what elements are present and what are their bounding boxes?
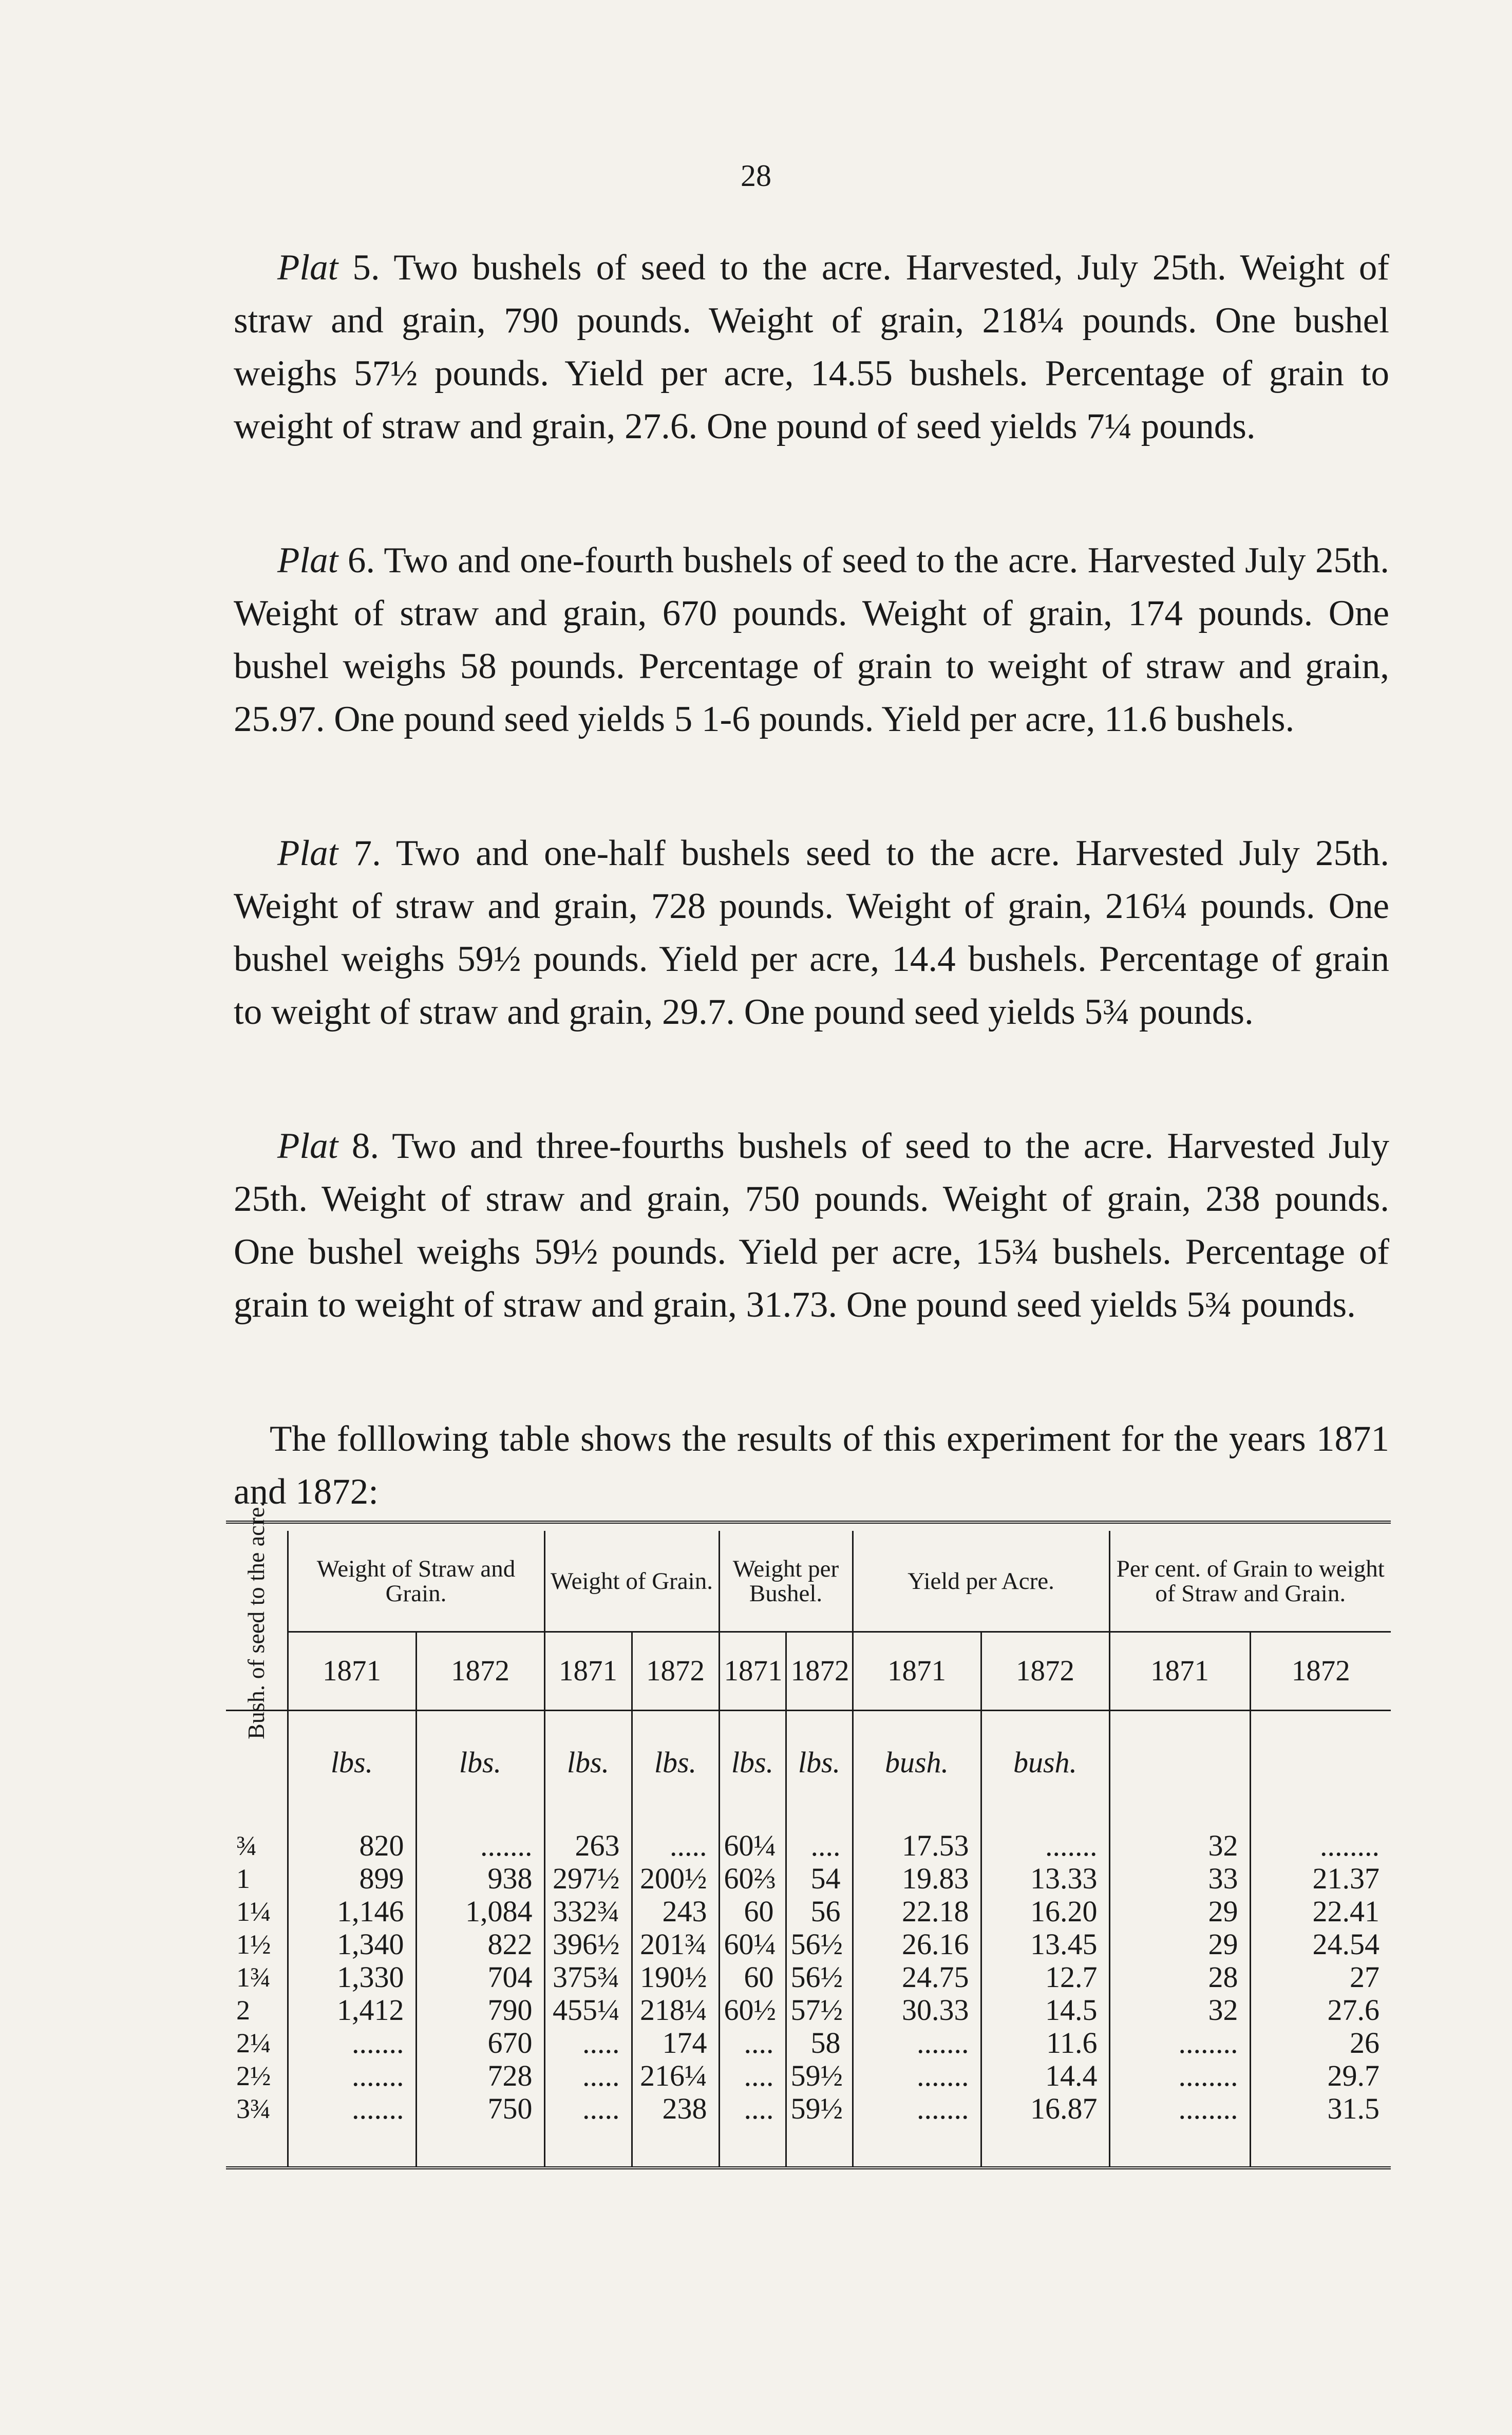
table-cell: 57½ <box>786 1994 853 2027</box>
table-cell: 56½ <box>786 1928 853 1961</box>
table-cell: 201¾ <box>632 1928 719 1961</box>
table-cell: 1,340 <box>288 1928 416 1961</box>
table-bottom-rule <box>226 2166 1391 2169</box>
table-cell: ....... <box>981 1793 1109 1862</box>
table-cell: 58 <box>786 2027 853 2059</box>
table-cell: 332¾ <box>544 1895 632 1928</box>
table-cell: ....... <box>416 1793 544 1862</box>
table-cell: 1¼ <box>226 1895 288 1928</box>
table-cell: 14.4 <box>981 2059 1109 2092</box>
header-yield-per-acre: Yield per Acre. <box>853 1531 1109 1632</box>
table-cell: ....... <box>288 2059 416 2092</box>
table-cell: 26.16 <box>853 1928 981 1961</box>
table-cell: 12.7 <box>981 1961 1109 1994</box>
table-cell: 243 <box>632 1895 719 1928</box>
table-cell: 728 <box>416 2059 544 2092</box>
unit-cell: bush. <box>853 1711 981 1794</box>
table-cell: ....... <box>853 2027 981 2059</box>
table-cell: ........ <box>1109 2092 1250 2166</box>
paragraph-plat-5 <box>234 241 1389 453</box>
unit-cell: lbs. <box>544 1711 632 1794</box>
table-cell: 2½ <box>226 2059 288 2092</box>
table-cell: 1,330 <box>288 1961 416 1994</box>
table-cell: 54 <box>786 1862 853 1895</box>
table-cell: 822 <box>416 1928 544 1961</box>
table-cell: 190½ <box>632 1961 719 1994</box>
table-cell: 29.7 <box>1327 2059 1379 2092</box>
table-cell: 60½ <box>719 1994 786 2027</box>
table-cell: 11.6 <box>981 2027 1109 2059</box>
table-cell: .... <box>719 2059 786 2092</box>
table-cell: 13.33 <box>981 1862 1109 1895</box>
table-row <box>226 1793 1391 1862</box>
year-header: 1872 <box>1250 1632 1391 1711</box>
table-row <box>226 1862 1391 1895</box>
table-cell: 1 <box>226 1862 288 1895</box>
table-row <box>226 2059 1391 2092</box>
table-cell: 33 <box>1109 1862 1250 1895</box>
paragraph-text: 7. Two and one-half bushels seed to the acre. Harvested July 25th. Weight of straw and grain, 728 pounds. Weight of grain, 216¼ pounds. One bushel weighs 59½ pounds. Yield per acre, 14.4 bushels. Percentage of grain to weight of straw and grain, 29.7. One pound seed yields 5¾ pounds. <box>234 833 1389 1032</box>
table-cell: 820 <box>288 1793 416 1862</box>
table-cell: ....... <box>853 2059 981 2092</box>
table-cell: 24.75 <box>853 1961 981 1994</box>
table-cell: 30.33 <box>853 1994 981 2027</box>
page-number: 28 <box>741 159 771 193</box>
table-cell: 59½ <box>786 2059 853 2092</box>
table-cell: 56 <box>786 1895 853 1928</box>
table-cell: 790 <box>416 1994 544 2027</box>
table-row <box>226 2027 1391 2059</box>
table-cell: ........ <box>1109 2027 1250 2059</box>
table-cell: 375¾ <box>544 1961 632 1994</box>
header-weight-per-bushel: Weight per Bushel. <box>719 1531 853 1632</box>
table-cell: 455¼ <box>544 1994 632 2027</box>
unit-cell: lbs. <box>288 1711 416 1794</box>
table-cell: .... <box>786 1793 853 1862</box>
table-cell: 2 <box>226 1994 288 2027</box>
table-cell: 297½ <box>544 1862 632 1895</box>
table-cell: 60¼ <box>719 1928 786 1961</box>
year-header: 1872 <box>981 1632 1109 1711</box>
table-cell: ....... <box>288 2027 416 2059</box>
paragraph-text: 8. Two and three-fourths bushels of seed to the acre. Harvested July 25th. Weight of straw and grain, 750 pounds. Weight of grain, 238 pounds. One bushel weighs 59½ pounds. Yield per acre, 15¾ bushels. Percentage of grain to weight of straw and grain, 31.73. One pound seed yields 5¾ pounds. <box>234 1126 1390 1325</box>
table-cell: ..... <box>632 1793 719 1862</box>
table-cell: 13.45 <box>981 1928 1109 1961</box>
table-row <box>226 1895 1391 1928</box>
table-cell: 396½ <box>544 1928 632 1961</box>
table-cell: 16.87 <box>981 2092 1109 2166</box>
table-cell: 27 <box>1350 1960 1379 1994</box>
table-intro: The folllowing table shows the results of this experiment for the years 1871 and 1872: <box>234 1419 1389 1512</box>
table-cell: 60 <box>719 1895 786 1928</box>
table-cell: 216¼ <box>632 2059 719 2092</box>
plat-label: Plat <box>277 248 338 288</box>
table-cell: ....... <box>288 2092 416 2166</box>
table-cell: 1½ <box>226 1928 288 1961</box>
table-cell: 200½ <box>632 1862 719 1895</box>
year-header: 1871 <box>853 1632 981 1711</box>
paragraph-plat-6 <box>234 534 1389 746</box>
table-cell: ....... <box>853 2092 981 2166</box>
table-cell: 16.20 <box>981 1895 1109 1928</box>
table-cell: 750 <box>416 2092 544 2166</box>
table-cell: 22.41 <box>1312 1895 1379 1928</box>
unit-cell <box>1109 1711 1250 1794</box>
plat-label: Plat <box>277 540 338 580</box>
table-cell: 22.18 <box>853 1895 981 1928</box>
paragraph-plat-7 <box>234 827 1389 1039</box>
table-cell: 1¾ <box>226 1961 288 1994</box>
table-cell: ..... <box>544 2092 632 2166</box>
table-cell: ........ <box>1109 2059 1250 2092</box>
plat-label: Plat <box>277 833 338 873</box>
seed-rate-header: Bush. of seed to the acre. <box>226 1531 288 1711</box>
table-cell: 238 <box>632 2092 719 2166</box>
table-cell: 32 <box>1109 1793 1250 1862</box>
year-header: 1871 <box>544 1632 632 1711</box>
table-cell: 899 <box>288 1862 416 1895</box>
table-cell: 14.5 <box>981 1994 1109 2027</box>
header-weight-straw-grain: Weight of Straw and Grain. <box>288 1531 544 1632</box>
table-cell: 174 <box>632 2027 719 2059</box>
table-cell: 60¼ <box>719 1793 786 1862</box>
header-weight-grain: Weight of Grain. <box>544 1531 719 1632</box>
table-cell: .... <box>719 2092 786 2166</box>
table-cell: 2¼ <box>226 2027 288 2059</box>
unit-cell: lbs. <box>416 1711 544 1794</box>
table-cell: 29 <box>1109 1895 1250 1928</box>
table-cell: 29 <box>1109 1928 1250 1961</box>
year-header: 1872 <box>786 1632 853 1711</box>
plat-label: Plat <box>277 1126 338 1166</box>
table-cell: 56½ <box>786 1961 853 1994</box>
table-cell: 1,084 <box>416 1895 544 1928</box>
year-header: 1871 <box>288 1632 416 1711</box>
table-cell: 32 <box>1109 1994 1250 2027</box>
table-cell: ¾ <box>226 1793 288 1862</box>
table-cell: 218¼ <box>632 1994 719 2027</box>
unit-cell <box>1250 1711 1391 1794</box>
unit-cell: bush. <box>981 1711 1109 1794</box>
header-percent-grain: Per cent. of Grain to weight of Straw and Grain. <box>1109 1531 1391 1632</box>
table-row <box>226 2092 1391 2166</box>
table-cell: 19.83 <box>853 1862 981 1895</box>
year-header: 1872 <box>632 1632 719 1711</box>
table-cell: 28 <box>1109 1961 1250 1994</box>
table-cell: 60 <box>719 1961 786 1994</box>
table-cell: 1,412 <box>288 1994 416 2027</box>
year-header: 1872 <box>416 1632 544 1711</box>
table-cell: 3¾ <box>226 2092 288 2166</box>
unit-cell: lbs. <box>719 1711 786 1794</box>
table-cell: 26 <box>1350 2026 1379 2059</box>
year-header: 1871 <box>1109 1632 1250 1711</box>
table-cell: 60⅔ <box>719 1862 786 1895</box>
results-table <box>226 1501 1391 2169</box>
table-cell: 263 <box>544 1793 632 1862</box>
unit-cell: lbs. <box>786 1711 853 1794</box>
table-row <box>226 1994 1391 2027</box>
table-cell: 938 <box>416 1862 544 1895</box>
paragraph-text: 5. Two bushels of seed to the acre. Harvested, July 25th. Weight of straw and grain, 790 pounds. Weight of grain, 218¼ pounds. One bushel weighs 57½ pounds. Yield per acre, 14.55 bushels. Percentage of grain to weight of straw and grain, 27.6. One pound of seed yields 7¼ pounds. <box>234 248 1390 446</box>
table-cell: 704 <box>416 1961 544 1994</box>
unit-cell: lbs. <box>632 1711 719 1794</box>
table-cell: 27.6 <box>1327 1993 1379 2027</box>
table-cell: .... <box>719 2027 786 2059</box>
table-cell: 59½ <box>786 2092 853 2166</box>
table-cell: 17.53 <box>853 1793 981 1862</box>
paragraph-text: 6. Two and one-fourth bushels of seed to the acre. Harvested July 25th. Weight of straw and grain, 670 pounds. Weight of grain, 174 pounds. One bushel weighs 58 pounds. Percentage of grain to weight of straw and grain, 25.97. One pound seed yields 5 1-6 pounds. Yield per acre, 11.6 bushels. <box>234 540 1390 739</box>
table-cell: ........ <box>1320 1829 1379 1862</box>
year-header: 1871 <box>719 1632 786 1711</box>
table-cell: ..... <box>544 2027 632 2059</box>
table-row <box>226 1961 1391 1994</box>
table-cell: 24.54 <box>1312 1927 1379 1961</box>
table-cell: 670 <box>416 2027 544 2059</box>
paragraph-plat-8 <box>234 1120 1389 1332</box>
table-cell: 1,146 <box>288 1895 416 1928</box>
table-cell: 21.37 <box>1312 1862 1379 1895</box>
table-cell: 31.5 <box>1327 2092 1379 2125</box>
table-cell: ..... <box>544 2059 632 2092</box>
table-row <box>226 1928 1391 1961</box>
